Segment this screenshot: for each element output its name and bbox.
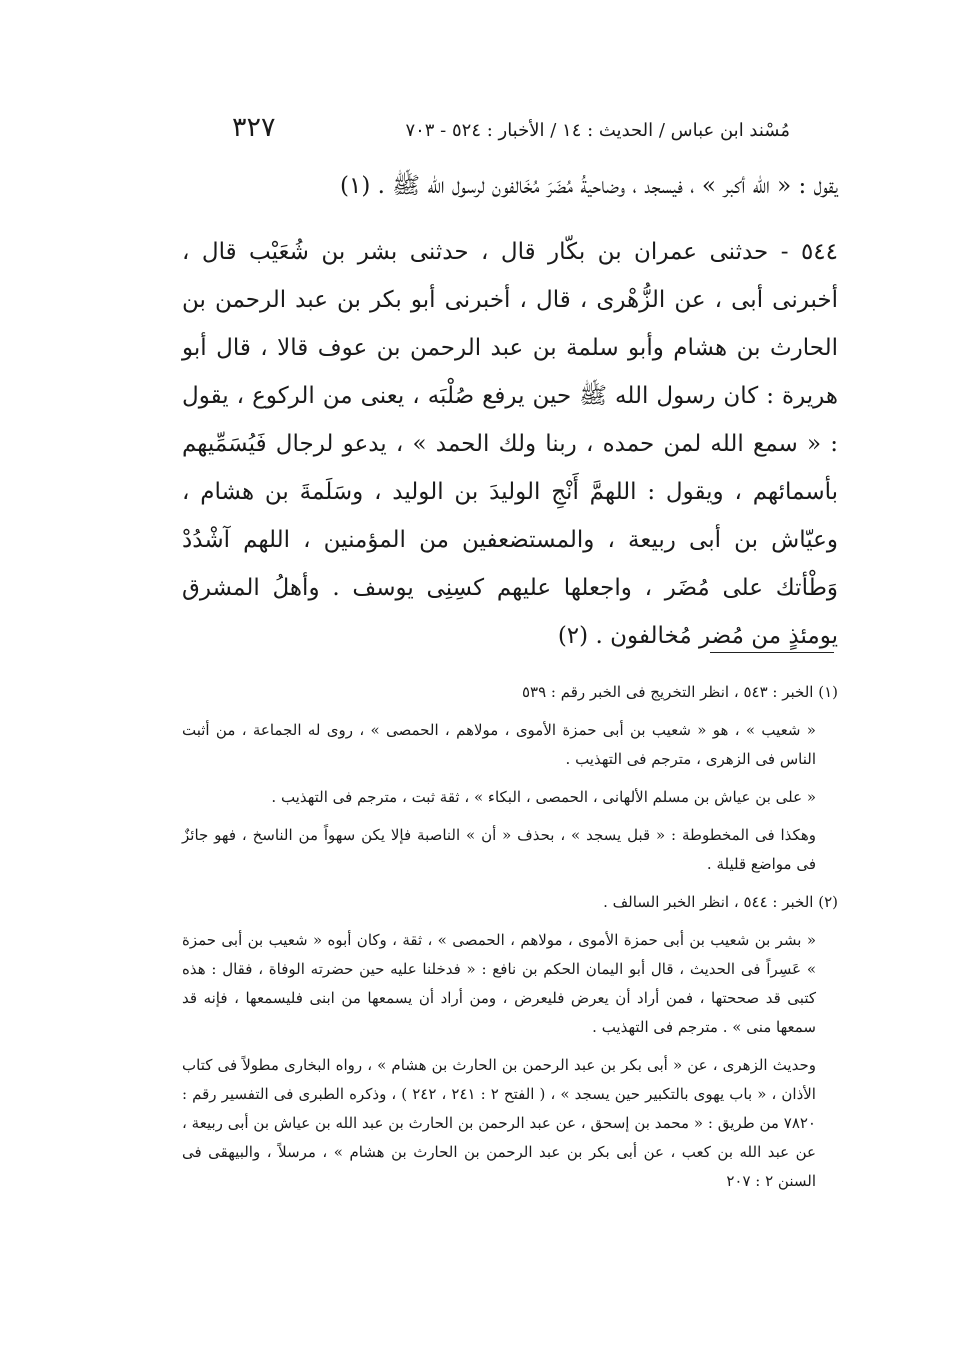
footnotes xyxy=(182,678,838,1205)
footnote: وهكذا فى المخطوطة : « قبل يسجد » ، بحذف « أن » الناصبة فإلا يكن سهواً من الناسخ ، فهو جائزٌ فى مواضع قليلة . xyxy=(182,826,816,873)
main-text xyxy=(182,162,838,660)
footnote: « شعيب » ، هو « شعيب بن أبى حمزة الأموى ، مولاهم ، الحمصى » ، روى له الجماعة ، من أثبت الناس فى الزهرى ، مترجم فى التهذيب . xyxy=(182,721,816,768)
footnote: « على بن عياش بن مسلم الألهانى ، الحمصى ، البكاء » ، ثقة ثبت ، مترجم فى التهذيب . xyxy=(271,788,816,806)
footnote: (٢) الخبر : ٥٤٤ ، انظر الخبر السالف . xyxy=(603,893,838,911)
page-number: ٣٢٧ xyxy=(232,112,276,143)
main-paragraph: ٥٤٤ - حدثنى عمران بن بكّار قال ، حدثنى بشر بن شُعَيْب قال ، أخبرنى أبى ، عن الزُّهْرى ، قال ، أخبرنى أبو بكر بن عبد الرحمن بن الحارث بن هشام وأبو سلمة بن عبد الرحمن بن عوف قالا ، قال أبو هريرة : كان رسول الله ﷺ حين يرفع صُلْبَه ، يعنى من الركوع ، يقول : « سمع الله لمن حمده ، ربنا ولك الحمد » ، يدعو لرجال فَيُسَمِّيهم بأسمائهم ، ويقول : اللهمَّ أَنْجِ الوليدَ بن الوليد ، وسَلَمةَ بن هشام ، وعيّاش بن أبى ربيعة ، والمستضعفين من المؤمنين ، اللهم آشْدُدْ وَطْأتك على مُضَر ، واجعلها عليهم كسِنِى يوسف . وأهلُ المشرق يومئذٍ من مُضر مُخالفون . (٢) xyxy=(182,239,838,649)
footnote: « بشر بن شعيب بن أبى حمزة الأموى ، مولاهم ، الحمصى » ، ثقة ، وكان أبوه « شعيب بن أبى حمزة » عَسِراً فى الحديث ، قال أبو اليمان الحكم بن نافع : « فدخلنا عليه حين حضرته الوفاة ، فقال : هذه كتبى قد صححتها ، فمن أراد أن يعرض فليعرض ، ومن أراد أن يسمعها من ابنى فليسمعها ، فإنه قد سمعها منى » . مترجم فى التهذيب . xyxy=(182,931,816,1036)
footnote-separator xyxy=(710,652,834,653)
footnote: وحديث الزهرى ، عن « أبى بكر بن عبد الرحمن بن الحارث بن هشام » ، رواه البخارى مطولاً فى كتاب الأذان ، « باب يهوى بالتكبير حين يسجد » ، ( الفتح ٢ : ٢٤١ ، ٢٤٢ ) ، وذكره الطبرى فى التفسير رقم : ٧٨٢٠ من طريق : « محمد بن إسحق ، عن عبد الرحمن بن الحارث بن عبد الله بن عياش بن أبى ربيعة ، عن عبد الله بن كعب ، عن أبى بكر بن عبد الرحمن بن الحارث بن هشام » ، مرسلاً ، والبيهقى فى السنن ٢ : ٢٠٧ xyxy=(182,1056,816,1190)
main-paragraph: يقول : « الله أكبر » ، فيسجد ، وضاحيةُ مُضَرَ مُخَالفون لرسول الله ﷺ . (١) xyxy=(340,173,838,199)
page-header xyxy=(232,112,790,143)
running-title: مُسْند ابن عباس / الحديث : ١٤ / الأخبار : ٥٢٤ - ٧٠٣ xyxy=(405,120,790,141)
footnote: (١) الخبر : ٥٤٣ ، انظر التخريج فى الخبر رقم : ٥٣٩ xyxy=(521,683,838,701)
